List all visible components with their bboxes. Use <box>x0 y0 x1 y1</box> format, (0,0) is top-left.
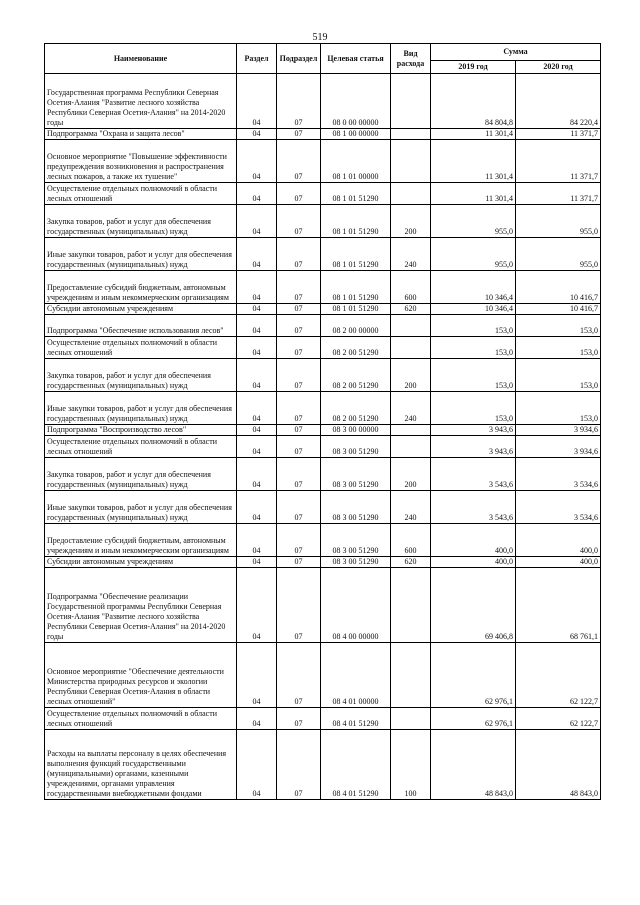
header-sum: Сумма <box>431 44 601 61</box>
row-name: Подпрограмма "Воспроизводство лесов" <box>45 425 237 436</box>
row-target-article: 08 1 01 51290 <box>321 304 391 315</box>
row-subsection: 07 <box>277 708 321 730</box>
budget-table <box>44 43 601 800</box>
row-section: 04 <box>237 129 277 140</box>
row-section: 04 <box>237 140 277 183</box>
row-section: 04 <box>237 730 277 800</box>
row-target-article: 08 1 01 51290 <box>321 205 391 238</box>
row-name: Государственная программа Республики Северная Осетия-Алания "Развитие лесного хозяйства Республики Северная Осетия-Алания" на 2014-2020 годы <box>45 74 237 129</box>
row-expense-type: 240 <box>391 238 431 271</box>
row-expense-type <box>391 568 431 643</box>
row-subsection: 07 <box>277 568 321 643</box>
header-expense-type: Вид расхода <box>391 44 431 74</box>
row-subsection: 07 <box>277 238 321 271</box>
row-subsection: 07 <box>277 304 321 315</box>
row-sum-2019: 153,0 <box>431 359 516 392</box>
page-number: 519 <box>312 32 328 43</box>
row-expense-type <box>391 708 431 730</box>
row-expense-type <box>391 337 431 359</box>
row-sum-2020: 153,0 <box>516 315 601 337</box>
table-row <box>45 140 601 183</box>
header-year-2019: 2019 год <box>431 61 516 74</box>
row-subsection: 07 <box>277 458 321 491</box>
row-subsection: 07 <box>277 337 321 359</box>
table-body <box>45 74 601 800</box>
row-section: 04 <box>237 436 277 458</box>
table-row <box>45 205 601 238</box>
row-name: Закупка товаров, работ и услуг для обеспечения государственных (муниципальных) нужд <box>45 205 237 238</box>
row-subsection: 07 <box>277 730 321 800</box>
row-target-article: 08 4 01 51290 <box>321 708 391 730</box>
row-sum-2019: 62 976,1 <box>431 643 516 708</box>
row-sum-2020: 3 534,6 <box>516 458 601 491</box>
row-expense-type: 240 <box>391 392 431 425</box>
row-subsection: 07 <box>277 271 321 304</box>
table-row <box>45 557 601 568</box>
row-name: Субсидии автономным учреждениям <box>45 557 237 568</box>
table-row <box>45 74 601 129</box>
row-section: 04 <box>237 643 277 708</box>
row-expense-type <box>391 140 431 183</box>
row-expense-type <box>391 425 431 436</box>
row-target-article: 08 2 00 00000 <box>321 315 391 337</box>
row-sum-2020: 11 371,7 <box>516 129 601 140</box>
table-row <box>45 304 601 315</box>
row-sum-2019: 69 406,8 <box>431 568 516 643</box>
row-sum-2020: 68 761,1 <box>516 568 601 643</box>
row-expense-type <box>391 183 431 205</box>
row-sum-2020: 3 934,6 <box>516 425 601 436</box>
row-sum-2019: 11 301,4 <box>431 140 516 183</box>
row-name: Закупка товаров, работ и услуг для обеспечения государственных (муниципальных) нужд <box>45 359 237 392</box>
row-subsection: 07 <box>277 491 321 524</box>
row-target-article: 08 2 00 51290 <box>321 337 391 359</box>
row-name: Иные закупки товаров, работ и услуг для обеспечения государственных (муниципальных) нужд <box>45 238 237 271</box>
row-sum-2020: 3 534,6 <box>516 491 601 524</box>
row-sum-2020: 11 371,7 <box>516 140 601 183</box>
table-row <box>45 524 601 557</box>
row-expense-type: 200 <box>391 205 431 238</box>
table-row <box>45 436 601 458</box>
row-section: 04 <box>237 74 277 129</box>
row-name: Основное мероприятие "Обеспечение деятельности Министерства природных ресурсов и экологии Республики Северная Осетия-Алания в области лесных отношений" <box>45 643 237 708</box>
row-expense-type: 240 <box>391 491 431 524</box>
row-sum-2020: 153,0 <box>516 392 601 425</box>
row-section: 04 <box>237 708 277 730</box>
row-section: 04 <box>237 337 277 359</box>
row-expense-type: 200 <box>391 359 431 392</box>
row-section: 04 <box>237 392 277 425</box>
table-row <box>45 392 601 425</box>
row-sum-2019: 84 804,8 <box>431 74 516 129</box>
row-sum-2020: 400,0 <box>516 557 601 568</box>
row-name: Осуществление отдельных полномочий в области лесных отношений <box>45 436 237 458</box>
row-expense-type: 600 <box>391 524 431 557</box>
row-expense-type <box>391 643 431 708</box>
row-name: Подпрограмма "Обеспечение использования лесов" <box>45 315 237 337</box>
row-section: 04 <box>237 524 277 557</box>
row-sum-2019: 400,0 <box>431 524 516 557</box>
row-section: 04 <box>237 205 277 238</box>
row-target-article: 08 2 00 51290 <box>321 359 391 392</box>
table-row <box>45 315 601 337</box>
row-expense-type <box>391 129 431 140</box>
row-subsection: 07 <box>277 140 321 183</box>
row-target-article: 08 0 00 00000 <box>321 74 391 129</box>
row-expense-type: 100 <box>391 730 431 800</box>
row-sum-2019: 11 301,4 <box>431 183 516 205</box>
row-sum-2019: 10 346,4 <box>431 271 516 304</box>
table-row <box>45 708 601 730</box>
row-sum-2019: 153,0 <box>431 337 516 359</box>
row-sum-2020: 955,0 <box>516 205 601 238</box>
row-subsection: 07 <box>277 392 321 425</box>
header-target-article: Целевая статья <box>321 44 391 74</box>
header-year-2020: 2020 год <box>516 61 601 74</box>
row-sum-2020: 153,0 <box>516 337 601 359</box>
row-target-article: 08 1 01 51290 <box>321 271 391 304</box>
row-sum-2019: 3 543,6 <box>431 491 516 524</box>
table-row <box>45 359 601 392</box>
row-subsection: 07 <box>277 557 321 568</box>
row-section: 04 <box>237 359 277 392</box>
row-subsection: 07 <box>277 74 321 129</box>
row-sum-2020: 955,0 <box>516 238 601 271</box>
row-sum-2019: 153,0 <box>431 315 516 337</box>
header-name: Наименование <box>45 44 237 74</box>
row-sum-2019: 400,0 <box>431 557 516 568</box>
table-row <box>45 425 601 436</box>
row-sum-2020: 153,0 <box>516 359 601 392</box>
row-sum-2020: 10 416,7 <box>516 304 601 315</box>
row-expense-type: 600 <box>391 271 431 304</box>
table-header <box>45 44 601 74</box>
table-row <box>45 238 601 271</box>
row-sum-2019: 48 843,0 <box>431 730 516 800</box>
row-expense-type: 620 <box>391 304 431 315</box>
row-expense-type <box>391 436 431 458</box>
row-section: 04 <box>237 271 277 304</box>
row-section: 04 <box>237 425 277 436</box>
row-sum-2019: 955,0 <box>431 238 516 271</box>
row-section: 04 <box>237 183 277 205</box>
row-name: Осуществление отдельных полномочий в области лесных отношений <box>45 708 237 730</box>
row-name: Предоставление субсидий бюджетным, автономным учреждениям и иным некоммерческим организациям <box>45 524 237 557</box>
row-sum-2019: 11 301,4 <box>431 129 516 140</box>
row-target-article: 08 3 00 51290 <box>321 524 391 557</box>
row-section: 04 <box>237 557 277 568</box>
row-name: Подпрограмма "Обеспечение реализации Государственной программы Республики Северная Осетия-Алания "Развитие лесного хозяйства Республики Северная Осетия-Алания" на 2014-2020 годы <box>45 568 237 643</box>
row-section: 04 <box>237 491 277 524</box>
row-subsection: 07 <box>277 425 321 436</box>
table-row <box>45 730 601 800</box>
row-sum-2019: 3 543,6 <box>431 458 516 491</box>
row-target-article: 08 1 01 51290 <box>321 183 391 205</box>
row-section: 04 <box>237 238 277 271</box>
table-row <box>45 568 601 643</box>
table-row <box>45 337 601 359</box>
header-subsection: Подраздел <box>277 44 321 74</box>
table-row <box>45 458 601 491</box>
row-name: Закупка товаров, работ и услуг для обеспечения государственных (муниципальных) нужд <box>45 458 237 491</box>
row-target-article: 08 2 00 51290 <box>321 392 391 425</box>
row-target-article: 08 3 00 51290 <box>321 557 391 568</box>
row-sum-2020: 62 122,7 <box>516 643 601 708</box>
table-row <box>45 271 601 304</box>
row-name: Основное мероприятие "Повышение эффективности предупреждения возникновения и распространения лесных пожаров, а также их тушение" <box>45 140 237 183</box>
table-row <box>45 183 601 205</box>
row-name: Иные закупки товаров, работ и услуг для обеспечения государственных (муниципальных) нужд <box>45 392 237 425</box>
row-sum-2020: 10 416,7 <box>516 271 601 304</box>
row-name: Предоставление субсидий бюджетным, автономным учреждениям и иным некоммерческим организациям <box>45 271 237 304</box>
table-row <box>45 129 601 140</box>
row-sum-2019: 3 943,6 <box>431 425 516 436</box>
row-section: 04 <box>237 315 277 337</box>
row-subsection: 07 <box>277 129 321 140</box>
row-target-article: 08 3 00 51290 <box>321 458 391 491</box>
row-target-article: 08 1 01 51290 <box>321 238 391 271</box>
row-sum-2019: 955,0 <box>431 205 516 238</box>
row-subsection: 07 <box>277 315 321 337</box>
row-section: 04 <box>237 568 277 643</box>
row-target-article: 08 3 00 51290 <box>321 491 391 524</box>
row-sum-2020: 48 843,0 <box>516 730 601 800</box>
row-subsection: 07 <box>277 643 321 708</box>
row-sum-2020: 62 122,7 <box>516 708 601 730</box>
row-sum-2019: 62 976,1 <box>431 708 516 730</box>
row-sum-2020: 84 220,4 <box>516 74 601 129</box>
row-section: 04 <box>237 458 277 491</box>
row-name: Осуществление отдельных полномочий в области лесных отношений <box>45 183 237 205</box>
row-sum-2019: 3 943,6 <box>431 436 516 458</box>
row-name: Субсидии автономным учреждениям <box>45 304 237 315</box>
row-expense-type <box>391 74 431 129</box>
row-name: Подпрограмма "Охрана и защита лесов" <box>45 129 237 140</box>
row-target-article: 08 3 00 51290 <box>321 436 391 458</box>
row-expense-type <box>391 315 431 337</box>
row-sum-2020: 3 934,6 <box>516 436 601 458</box>
row-sum-2020: 11 371,7 <box>516 183 601 205</box>
row-subsection: 07 <box>277 436 321 458</box>
row-name: Расходы на выплаты персоналу в целях обеспечения выполнения функций государственными (муниципальными) органами, казенными учреждениями, органами управления государственными внебюджетными фондами <box>45 730 237 800</box>
row-expense-type: 620 <box>391 557 431 568</box>
row-expense-type: 200 <box>391 458 431 491</box>
table-row <box>45 643 601 708</box>
header-section: Раздел <box>237 44 277 74</box>
row-section: 04 <box>237 304 277 315</box>
row-subsection: 07 <box>277 205 321 238</box>
row-target-article: 08 1 01 00000 <box>321 140 391 183</box>
table-row <box>45 491 601 524</box>
row-sum-2019: 153,0 <box>431 392 516 425</box>
row-subsection: 07 <box>277 359 321 392</box>
row-target-article: 08 4 01 00000 <box>321 643 391 708</box>
row-target-article: 08 4 01 51290 <box>321 730 391 800</box>
row-name: Иные закупки товаров, работ и услуг для обеспечения государственных (муниципальных) нужд <box>45 491 237 524</box>
row-target-article: 08 3 00 00000 <box>321 425 391 436</box>
row-subsection: 07 <box>277 183 321 205</box>
row-target-article: 08 4 00 00000 <box>321 568 391 643</box>
row-sum-2019: 10 346,4 <box>431 304 516 315</box>
row-name: Осуществление отдельных полномочий в области лесных отношений <box>45 337 237 359</box>
row-sum-2020: 400,0 <box>516 524 601 557</box>
row-subsection: 07 <box>277 524 321 557</box>
row-target-article: 08 1 00 00000 <box>321 129 391 140</box>
